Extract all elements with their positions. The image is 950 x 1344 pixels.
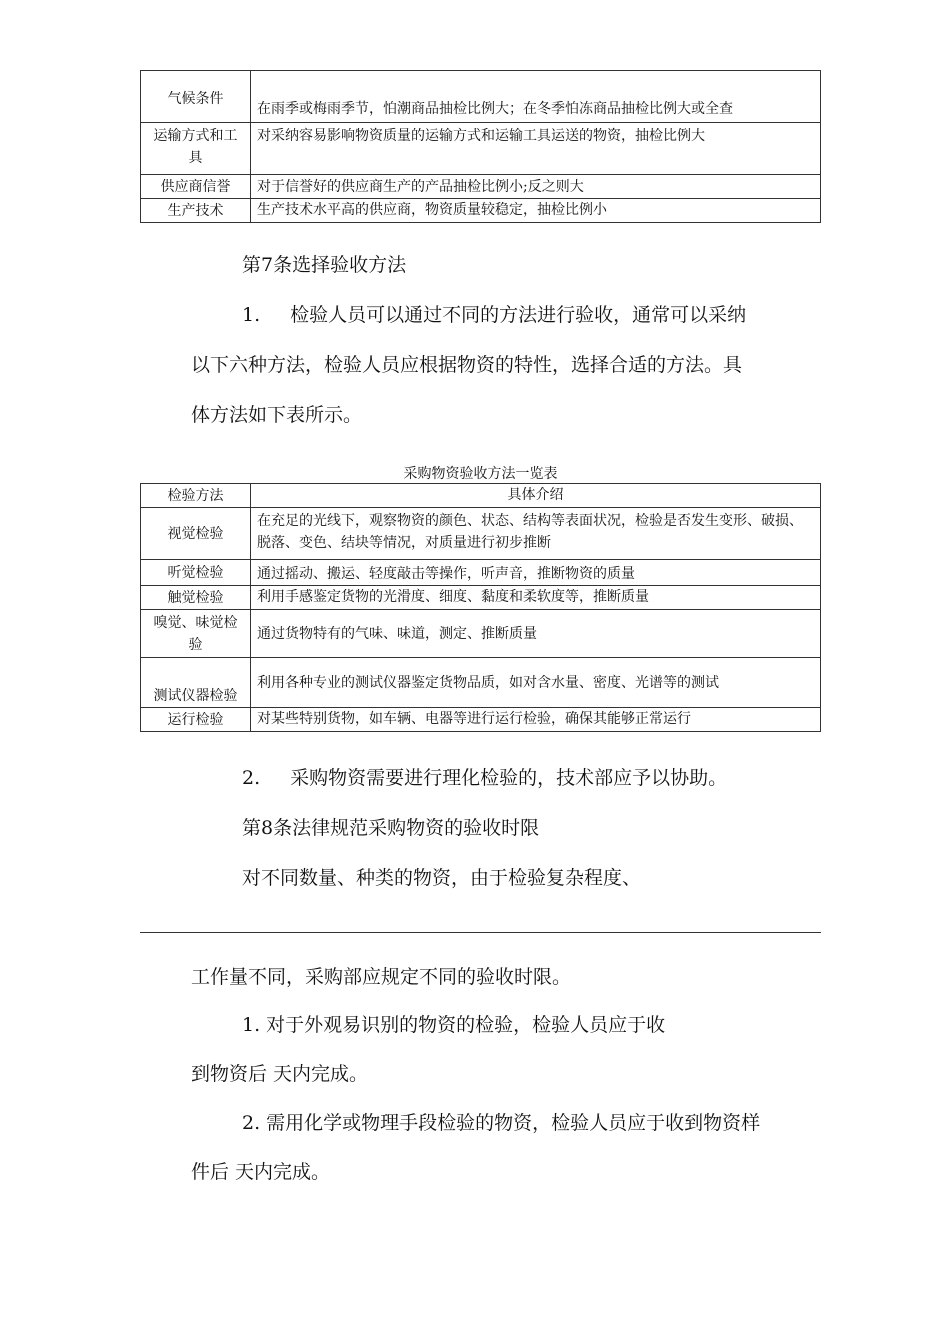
table-row — [141, 123, 821, 175]
article-8-item1-line1: 1. 对于外观易识别的物资的检验，检验人员应于收 — [242, 1014, 666, 1036]
desc-cell: 利用手感鉴定货物的光滑度、细度、黏度和柔软度等，推断质量 — [251, 586, 821, 610]
header-method: 检验方法 — [141, 484, 251, 508]
desc-cell: 对采纳容易影响物资质量的运输方式和运输工具运送的物资，抽检比例大 — [251, 123, 821, 175]
table-row — [141, 658, 821, 708]
article-7-p1-line2: 以下六种方法，检验人员应根据物资的特性，选择合适的方法。具 — [191, 354, 743, 376]
list-number: 2. — [242, 767, 261, 789]
article-7-title: 第7条选择验收方法 — [242, 254, 407, 276]
table-row — [141, 175, 821, 199]
article-8-title: 第8条法律规范采购物资的验收时限 — [242, 817, 540, 839]
table-row — [141, 708, 821, 732]
article-8-line1: 对不同数量、种类的物资，由于检验复杂程度、 — [242, 867, 642, 889]
desc-cell: 生产技术水平高的供应商，物资质量较稳定，抽检比例小 — [251, 199, 821, 223]
factor-cell: 运输方式和工具 — [141, 123, 251, 175]
article-8-item1-line2: 到物资后 天内完成。 — [191, 1063, 369, 1085]
desc-cell: 利用各种专业的测试仪器鉴定货物品质，如对含水量、密度、光谱等的测试 — [251, 658, 821, 708]
table-row — [141, 610, 821, 658]
method-cell: 视觉检验 — [141, 508, 251, 560]
table-row — [141, 586, 821, 610]
list-number: 1. — [242, 304, 261, 326]
desc-cell: 对于信誉好的供应商生产的产品抽检比例小;反之则大 — [251, 175, 821, 199]
table-header-row — [141, 484, 821, 508]
desc-cell: 通过货物特有的气味、味道，测定、推断质量 — [251, 610, 821, 658]
article-7-p1-line3: 体方法如下表所示。 — [191, 404, 363, 426]
factor-cell: 生产技术 — [141, 199, 251, 223]
factor-cell: 供应商信誉 — [141, 175, 251, 199]
desc-cell: 通过摇动、搬运、轻度敲击等操作，听声音，推断物资的质量 — [251, 560, 821, 586]
article-8-line2: 工作量不同，采购部应规定不同的验收时限。 — [191, 966, 572, 988]
factor-cell: 气候条件 — [141, 71, 251, 123]
table-inspection-factors — [140, 70, 821, 223]
table-row — [141, 71, 821, 123]
article-8-item2-line1: 2. 需用化学或物理手段检验的物资，检验人员应于收到物资样 — [242, 1112, 761, 1134]
method-cell: 触觉检验 — [141, 586, 251, 610]
table-row — [141, 560, 821, 586]
method-cell: 听觉检验 — [141, 560, 251, 586]
page-divider — [140, 932, 821, 933]
method-cell: 运行检验 — [141, 708, 251, 732]
article-8-item2-line2: 件后 天内完成。 — [191, 1161, 331, 1183]
header-desc: 具体介绍 — [251, 484, 821, 508]
table-row — [141, 508, 821, 560]
method-cell: 嗅觉、味觉检验 — [141, 610, 251, 658]
article-7-p2 — [242, 765, 727, 791]
method-cell: 测试仪器检验 — [141, 658, 251, 708]
table-inspection-methods — [140, 483, 821, 732]
desc-cell: 对某些特别货物，如车辆、电器等进行运行检验，确保其能够正常运行 — [251, 708, 821, 732]
paragraph-text: 采购物资需要进行理化检验的，技术部应予以协助。 — [290, 767, 728, 789]
article-7-p1-line1 — [242, 302, 746, 328]
desc-cell: 在雨季或梅雨季节，怕潮商品抽检比例大；在冬季怕冻商品抽检比例大或全查 — [251, 71, 821, 123]
table-row — [141, 199, 821, 223]
paragraph-text: 检验人员可以通过不同的方法进行验收，通常可以采纳 — [290, 304, 747, 326]
desc-cell: 在充足的光线下，观察物资的颜色、状态、结构等表面状况，检验是否发生变形、破损、脱落、变色、结块等情况，对质量进行初步推断 — [251, 508, 821, 560]
table-caption: 采购物资验收方法一览表 — [403, 466, 558, 482]
